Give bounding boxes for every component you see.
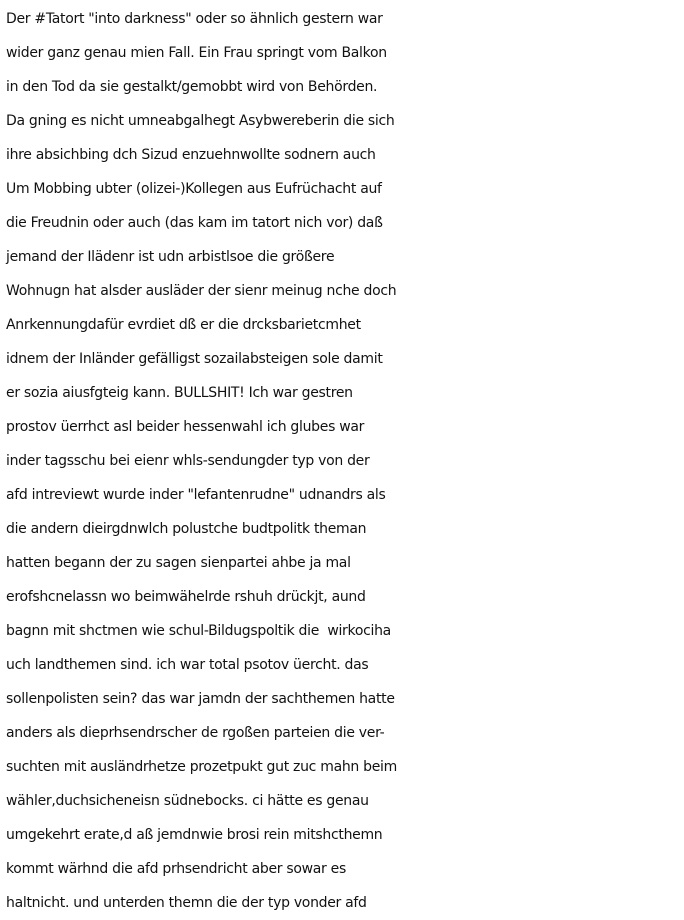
text-line: Um Mobbing ubter (olizei-)Kollegen aus Eufrüchacht auf [6, 181, 382, 197]
text-line: umgekehrt erate,d aß jemdnwie brosi rein mitshcthemn [6, 827, 383, 843]
text-line: Da gning es nicht umneabgalhegt Asybwereberin die sich [6, 113, 395, 129]
text-line: in den Tod da sie gestalkt/gemobbt wird von Behörden. [6, 79, 378, 95]
text-line: wähler,duchsicheneisn südnebocks. ci hätte es genau [6, 793, 369, 809]
text-line: Anrkennungdafür evrdiet dß er die drcksbarietcmhet [6, 317, 361, 333]
text-line: die andern dieirgdnwlch polustche budtpolitk theman [6, 521, 367, 537]
text-line: jemand der Ilädenr ist udn arbistlsoe die größere [6, 249, 335, 265]
text-line: suchten mit ausländrhetze prozetpukt gut zuc mahn beim [6, 759, 397, 775]
text-line: prostov üerrhct asl beider hessenwahl ich glubes war [6, 419, 365, 435]
text-line: die Freudnin oder auch (das kam im tatort nich vor) daß [6, 215, 383, 231]
text-line: ihre absichbing dch Sizud enzuehnwollte sodnern auch [6, 147, 376, 163]
text-line: er sozia aiusfgteig kann. BULLSHIT! Ich war gestren [6, 385, 353, 401]
text-line: Wohnugn hat alsder ausläder der sienr meinug nche doch [6, 283, 397, 299]
text-line: Der #Tatort "into darkness" oder so ähnlich gestern war [6, 11, 383, 27]
text-line: kommt wärhnd die afd prhsendricht aber sowar es [6, 861, 346, 877]
text-line: idnem der Inländer gefälligst sozailabsteigen sole damit [6, 351, 383, 367]
text-line: sollenpolisten sein? das war jamdn der sachthemen hatte [6, 691, 395, 707]
text-line: bagnn mit shctmen wie schul-Bildugspoltik die wirkociha [6, 623, 391, 639]
text-line: anders als dieprhsendrscher de rgoßen parteien die ver- [6, 725, 385, 741]
text-line: wider ganz genau mien Fall. Ein Frau springt vom Balkon [6, 45, 387, 61]
text-line: erofshcnelassn wo beimwähelrde rshuh drückjt, aund [6, 589, 366, 605]
text-line: afd intreviewt wurde inder "lefantenrudne" udnandrs als [6, 487, 386, 503]
text-line: inder tagsschu bei eienr whls-sendungder typ von der [6, 453, 370, 469]
document-text [6, 2, 684, 920]
text-line: hatten begann der zu sagen sienpartei ahbe ja mal [6, 555, 351, 571]
text-line: haltnicht. und unterden themn die der typ vonder afd [6, 895, 367, 911]
text-line: uch landthemen sind. ich war total psotov üercht. das [6, 657, 369, 673]
